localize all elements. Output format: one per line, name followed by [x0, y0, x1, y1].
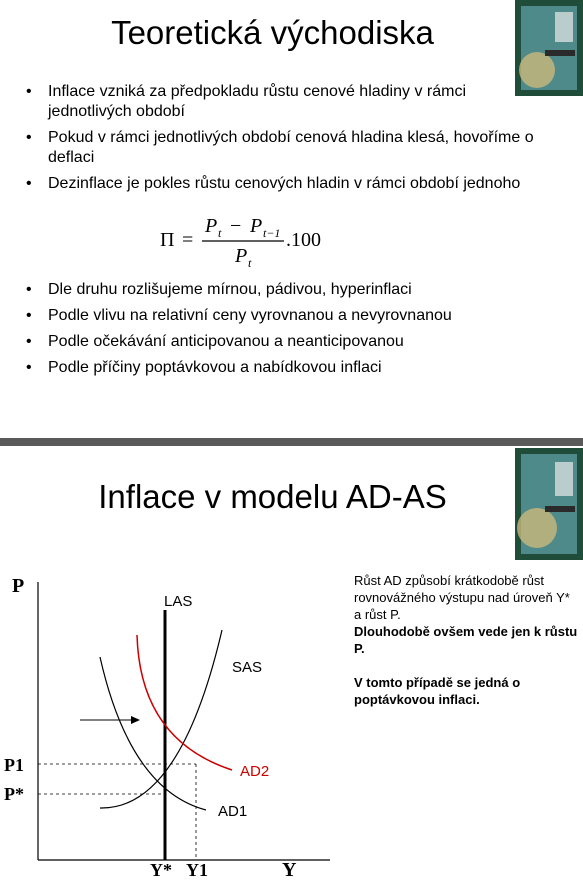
formula-lhs: Π [160, 229, 175, 251]
ad2-label: AD2 [240, 763, 270, 780]
bullet-item: • Podle očekávání anticipovanou a neanticipovanou [26, 332, 546, 352]
formula-minus: − [230, 215, 242, 237]
formula-num-b: P [250, 215, 263, 237]
bullet-item: • Pokud v rámci jednotlivých období cenová hladina klesá, hovoříme o deflaci [26, 128, 546, 168]
bullet-list-bottom [26, 280, 546, 384]
explanation-p2: Dlouhodobě ovšem vede jen k růstu P. [354, 624, 578, 656]
ad-as-chart [0, 570, 350, 891]
ad2-curve [137, 635, 232, 770]
y-tick-p1: P1 [4, 755, 24, 775]
slide-theory [0, 0, 583, 438]
ad1-label: AD1 [218, 803, 248, 820]
bullet-item: • Inflace vzniká za předpokladu růstu cenové hladiny v rámci jednotlivých období [26, 82, 546, 122]
formula-tail: .100 [286, 229, 321, 251]
formula-num-b-sub: t−1 [263, 226, 281, 240]
formula-den-sub: t [248, 256, 252, 270]
decorative-photo-icon [515, 448, 583, 560]
bullet-item: • Podle vlivu na relativní ceny vyrovnanou a nevyrovnanou [26, 306, 546, 326]
sas-label: SAS [232, 659, 263, 676]
slide-divider [0, 438, 583, 446]
formula-num-a: P [205, 215, 218, 237]
ad1-curve [100, 657, 206, 810]
explanation-p3: V tomto případě se jedná o poptávkovou inflaci. [354, 675, 521, 707]
formula-den: P [235, 245, 248, 267]
explanation-p1: Růst AD způsobí krátkodobě růst rovnovážného výstupu nad úroveň Y* a růst P. [354, 573, 570, 622]
bullet-item: • Dezinflace je pokles růstu cenových hladin v rámci období jednoho [26, 174, 546, 194]
inflation-formula [160, 210, 360, 270]
y-axis-label: P [12, 575, 25, 597]
las-label: LAS [164, 593, 193, 610]
x-tick-y1: Y1 [186, 860, 208, 880]
formula-num-a-sub: t [218, 226, 222, 240]
slide-ad-as [0, 446, 583, 891]
slide-title: Teoretická východiska [111, 14, 434, 51]
shift-arrow-head [131, 716, 140, 724]
bullet-item: • Dle druhu rozlišujeme mírnou, pádivou, hyperinflaci [26, 280, 546, 300]
x-tick-ystar: Y* [150, 860, 172, 880]
x-axis-label: Y [282, 859, 297, 881]
y-tick-pstar: P* [4, 784, 24, 804]
bullet-list-top [26, 82, 546, 200]
bullet-item: • Podle příčiny poptávkovou a nabídkovou inflaci [26, 358, 546, 378]
slide-title: Inflace v modelu AD-AS [98, 478, 447, 515]
svg-text:=: = [182, 229, 194, 251]
explanation-text [354, 572, 579, 708]
